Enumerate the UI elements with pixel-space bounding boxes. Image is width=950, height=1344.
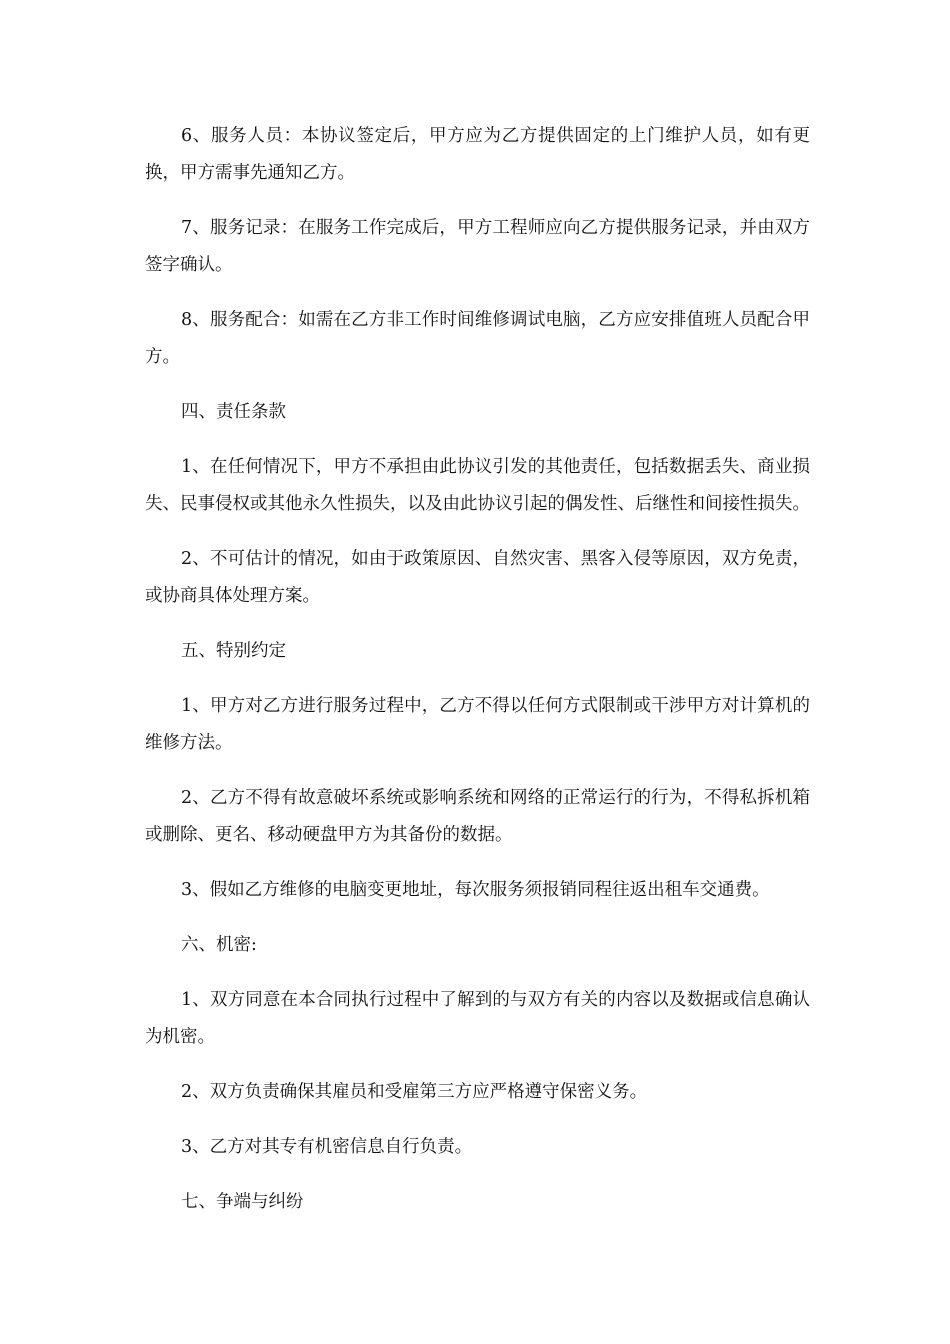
clause-confidential-3: 3、乙方对其专有机密信息自行负责。 (181, 1137, 473, 1157)
clause-service-staff: 6、服务人员：本协议签定后，甲方应为乙方提供固定的上门维护人员，如有更换，甲方需事先通知乙方。 (145, 126, 810, 183)
clause-special-2: 2、乙方不得有故意破坏系统或影响系统和网络的正常运行的行为，不得私拆机箱或删除、更名、移动硬盘甲方为其备份的数据。 (145, 788, 810, 845)
section-heading-dispute: 七、争端与纠纷 (181, 1192, 304, 1212)
document-body (145, 118, 810, 1239)
clause-special-3: 3、假如乙方维修的电脑变更地址，每次服务须报销同程往返出租车交通费。 (181, 880, 770, 900)
clause-confidential-2: 2、双方负责确保其雇员和受雇第三方应严格遵守保密义务。 (181, 1082, 648, 1102)
clause-service-record: 7、服务记录：在服务工作完成后，甲方工程师应向乙方提供服务记录，并由双方签字确认。 (145, 218, 810, 275)
section-heading-liability: 四、责任条款 (181, 402, 286, 422)
clause-confidential-1: 1、双方同意在本合同执行过程中了解到的与双方有关的内容以及数据或信息确认为机密。 (145, 990, 810, 1047)
clause-liability-2: 2、不可估计的情况，如由于政策原因、自然灾害、黑客入侵等原因，双方免责，或协商具体处理方案。 (145, 549, 810, 606)
clause-special-1: 1、甲方对乙方进行服务过程中，乙方不得以任何方式限制或干涉甲方对计算机的维修方法。 (145, 696, 810, 753)
clause-service-cooperation: 8、服务配合：如需在乙方非工作时间维修调试电脑，乙方应安排值班人员配合甲方。 (145, 310, 810, 367)
section-heading-special: 五、特别约定 (181, 641, 286, 661)
clause-liability-1: 1、在任何情况下，甲方不承担由此协议引发的其他责任，包括数据丢失、商业损失、民事侵权或其他永久性损失，以及由此协议引起的偶发性、后继性和间接性损失。 (145, 457, 810, 514)
section-heading-confidential: 六、机密: (181, 935, 257, 955)
